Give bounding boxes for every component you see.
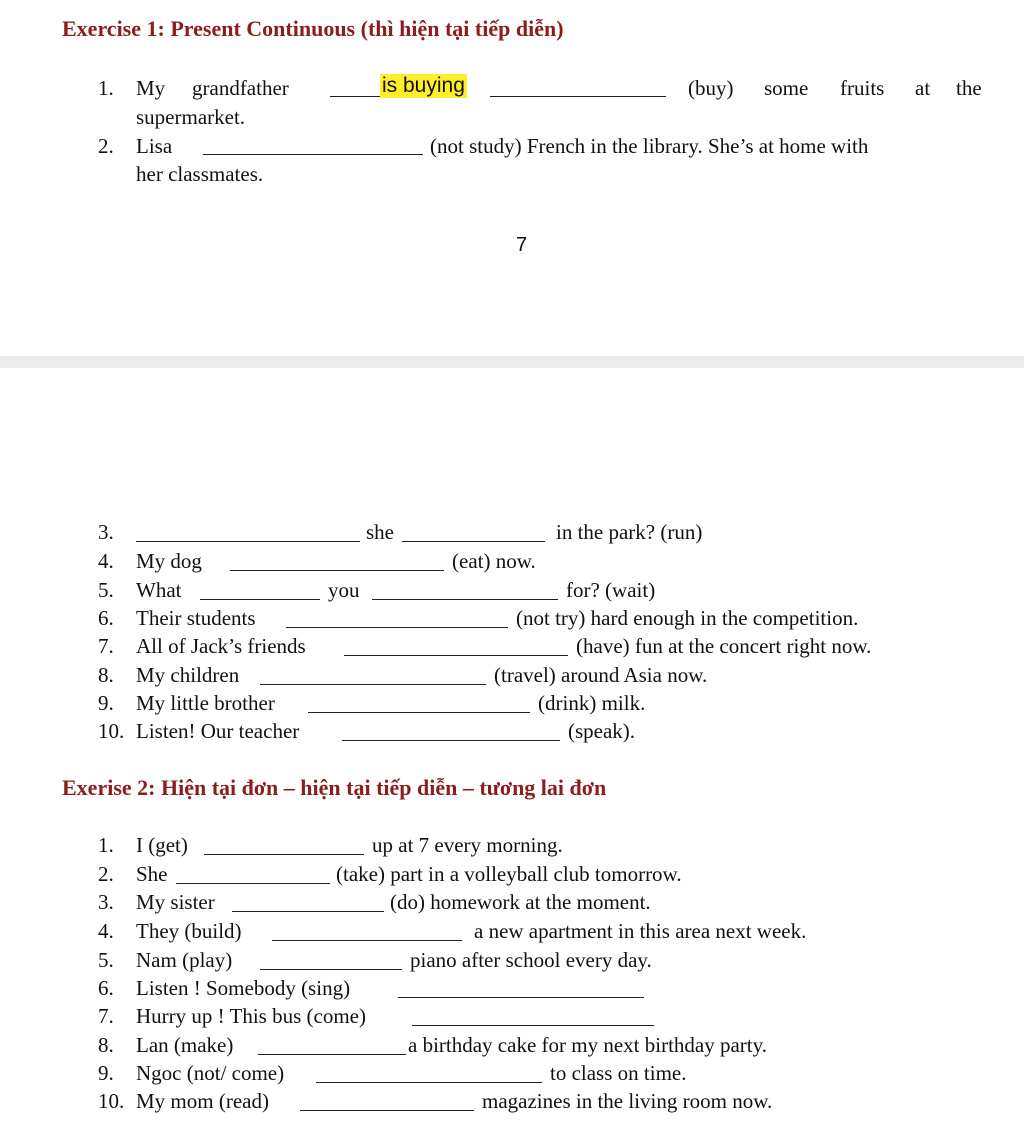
filled-answer-highlight: is buying [382,74,465,97]
question-number: 8. [98,663,114,687]
question-number: 1. [98,833,114,857]
question-text: (speak). [568,719,636,743]
answer-blank[interactable] [398,997,644,998]
question-number: 10. [98,1089,125,1113]
answer-blank[interactable] [344,655,568,656]
question-number: 5. [98,578,114,602]
question-number: 1. [98,76,114,100]
clipped-next-heading [0,1115,1024,1122]
question-number: 10. [98,719,125,743]
question-number: 6. [98,606,114,630]
question-text: (do) homework at the moment. [390,890,651,914]
question-text: in the park? (run) [556,520,703,544]
question-text: magazines in the living room now. [482,1089,773,1113]
answer-blank[interactable] [258,1054,406,1055]
question-number: 8. [98,1033,114,1057]
question-text: piano after school every day. [410,948,652,972]
answer-blank[interactable] [308,712,530,713]
question-text: to class on time. [550,1061,687,1085]
question-text: My children [136,663,240,687]
question-text: What [136,578,182,602]
question-text: (drink) milk. [538,691,646,715]
question-text: Ngoc (not/ come) [136,1061,285,1085]
question-text: (have) fun at the concert right now. [576,634,872,658]
answer-blank[interactable] [342,740,560,741]
question-number: 7. [98,634,114,658]
page-break [0,356,1024,368]
question-text: she [366,520,394,544]
question-text: She [136,862,168,886]
answer-blank[interactable] [300,1110,474,1111]
answer-blank[interactable] [330,96,380,97]
question-text: you [328,578,360,602]
answer-blank[interactable] [260,684,486,685]
answer-blank[interactable] [316,1082,542,1083]
question-text: (buy) [688,76,734,100]
question-number: 6. [98,976,114,1000]
question-number: 3. [98,890,114,914]
answer-blank[interactable] [372,599,558,600]
question-text: Hurry up ! This bus (come) [136,1004,366,1028]
answer-blank[interactable] [230,570,444,571]
answer-blank[interactable] [412,1025,654,1026]
question-text: grandfather [192,76,289,100]
answer-blank[interactable] [203,154,423,155]
answer-blank[interactable] [176,883,330,884]
question-number: 4. [98,919,114,943]
question-text: a birthday cake for my next birthday party. [408,1033,768,1057]
answer-blank[interactable] [402,541,545,542]
question-number: 2. [98,134,114,158]
exercise2-title: Exerise 2: Hiện tại đơn – hiện tại tiếp diễn – tương lai đơn [62,775,607,800]
question-number: 9. [98,1061,114,1085]
question-text: Nam (play) [136,948,233,972]
exercise1-title: Exercise 1: Present Continuous (thì hiện tại tiếp diễn) [62,16,564,41]
answer-blank[interactable] [286,627,508,628]
answer-blank[interactable] [232,911,384,912]
question-text: They (build) [136,919,242,943]
question-text: a new apartment in this area next week. [474,919,807,943]
question-text: (eat) now. [452,549,536,573]
question-text: Listen ! Somebody (sing) [136,976,351,1000]
question-number: 9. [98,691,114,715]
question-text: fruits [840,76,885,100]
question-text: (not study) French in the library. She’s at home with [430,134,869,158]
question-text: at [915,76,931,100]
question-text: (travel) around Asia now. [494,663,708,687]
question-text: Lisa [136,134,173,158]
answer-blank[interactable] [204,854,364,855]
answer-blank[interactable] [272,940,462,941]
question-number: 3. [98,520,114,544]
question-text: All of Jack’s friends [136,634,306,658]
question-text: the [956,76,982,100]
question-number: 7. [98,1004,114,1028]
answer-blank[interactable] [260,969,402,970]
question-text: My mom (read) [136,1089,269,1113]
question-text: (take) part in a volleyball club tomorrow. [336,862,682,886]
question-text: for? (wait) [566,578,656,602]
question-number: 2. [98,862,114,886]
question-text: (not try) hard enough in the competition. [516,606,859,630]
question-text: Listen! Our teacher [136,719,300,743]
question-text: I (get) [136,833,188,857]
question-text: up at 7 every morning. [372,833,563,857]
question-text: some [764,76,809,100]
page-number: 7 [516,234,528,256]
question-text: My [136,76,166,100]
question-text: Lan (make) [136,1033,234,1057]
question-text-continued: her classmates. [136,162,264,186]
question-text: My sister [136,890,215,914]
question-text: My dog [136,549,202,573]
answer-blank[interactable] [490,96,666,97]
question-number: 5. [98,948,114,972]
answer-blank[interactable] [200,599,320,600]
question-text: Their students [136,606,256,630]
question-text: My little brother [136,691,275,715]
question-text-continued: supermarket. [136,105,246,129]
answer-blank[interactable] [136,541,360,542]
question-number: 4. [98,549,114,573]
